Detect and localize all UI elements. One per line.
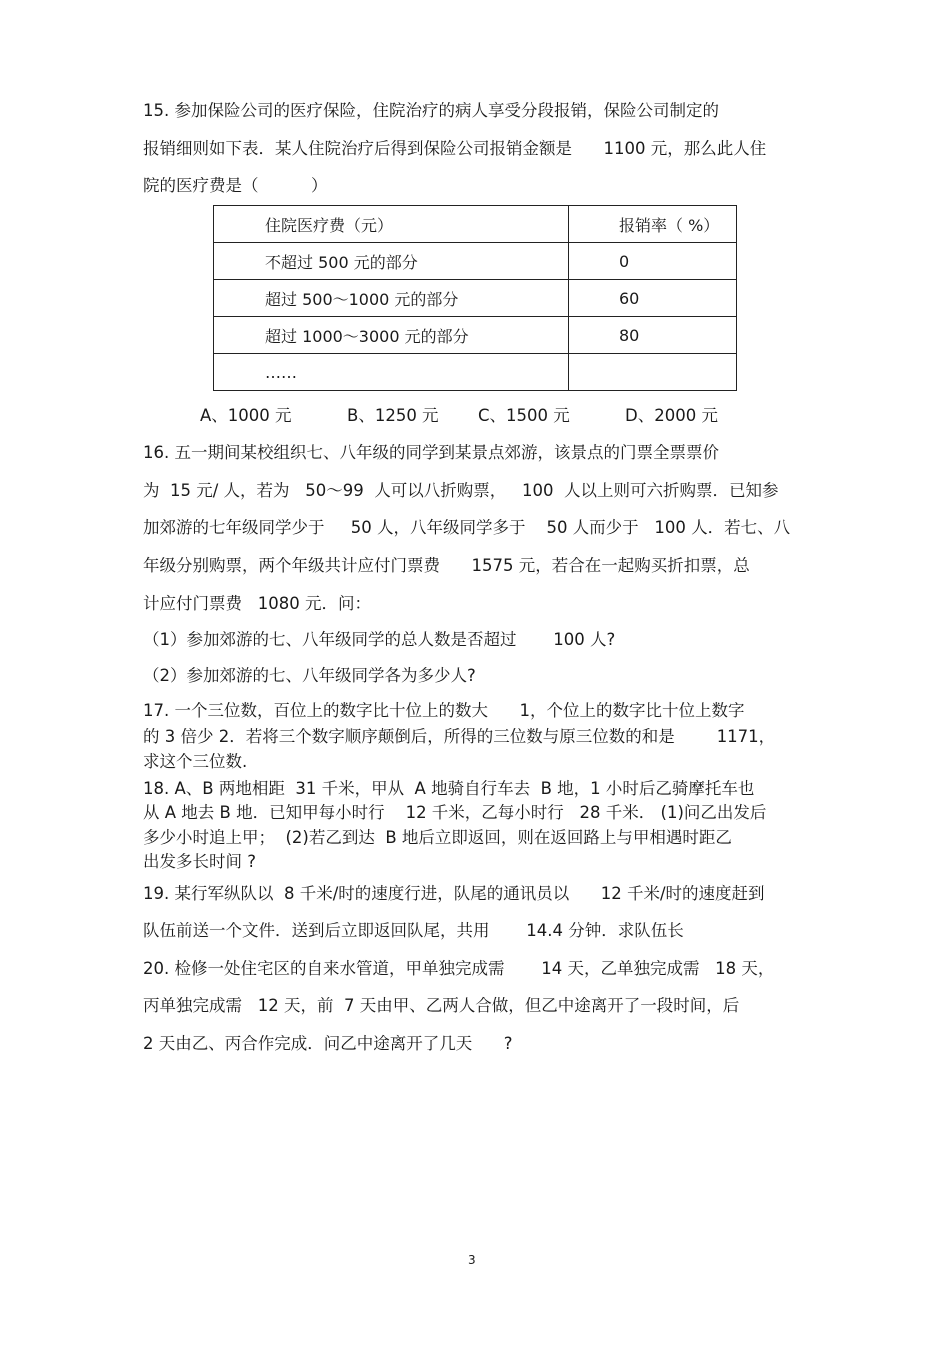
table-header-row — [214, 206, 737, 243]
q17-line-1: 17. 一个三位数，百位上的数字比十位上的数大 1，个位上的数字比十位上数字 — [143, 701, 745, 720]
q20-line-2: 丙单独完成需 12 天，前 7 天由甲、乙两人合做，但乙中途离开了一段时间，后 — [143, 996, 740, 1015]
table-cell: 超过 1000～3000 元的部分 — [214, 317, 569, 354]
q20-line-3: 2 天由乙、丙合作完成．问乙中途离开了几天 ? — [143, 1034, 513, 1053]
option-b: B、1250 元 — [347, 406, 439, 425]
q15-line-1: 15. 参加保险公司的医疗保险，住院治疗的病人享受分段报销，保险公司制定的 — [143, 101, 719, 120]
q15-line-3: 院的医疗费是（ ） — [143, 176, 328, 195]
table-cell: 不超过 500 元的部分 — [214, 243, 569, 280]
q16-line-4: 年级分别购票，两个年级共计应付门票费 1575 元，若合在一起购买折扣票，总 — [143, 556, 750, 575]
q17-line-3: 求这个三位数. — [143, 752, 248, 771]
q16-line-3: 加郊游的七年级同学少于 50 人，八年级同学多于 50 人而少于 100 人．若七、八 — [143, 518, 791, 537]
table-cell: 超过 500～1000 元的部分 — [214, 280, 569, 317]
table-row — [214, 354, 737, 391]
q16-subq-2: （2）参加郊游的七、八年级同学各为多少人? — [143, 666, 476, 685]
q17-line-2: 的 3 倍少 2．若将三个数字顺序颠倒后，所得的三位数与原三位数的和是 1171， — [143, 727, 776, 746]
page-number: 3 — [468, 1253, 476, 1267]
option-c: C、1500 元 — [478, 406, 570, 425]
q16-line-2: 为 15 元/ 人，若为 50～99 人可以八折购票， 100 人以上则可六折购票．已知参 — [143, 481, 779, 500]
q16-line-1: 16. 五一期间某校组织七、八年级的同学到某景点郊游，该景点的门票全票票价 — [143, 443, 719, 462]
reimbursement-table — [213, 205, 737, 391]
q16-line-5: 计应付门票费 1080 元．问： — [143, 594, 371, 613]
q18-line-4: 出发多长时间 ? — [143, 852, 257, 871]
option-d: D、2000 元 — [625, 406, 718, 425]
q15-line-2: 报销细则如下表．某人住院治疗后得到保险公司报销金额是 1100 元，那么此人住 — [143, 139, 767, 158]
table-cell: 60 — [569, 280, 737, 317]
q16-subq-1: （1）参加郊游的七、八年级同学的总人数是否超过 100 人? — [143, 630, 616, 649]
table-cell: 80 — [569, 317, 737, 354]
option-a: A、1000 元 — [200, 406, 292, 425]
q18-line-3: 多少小时追上甲； (2)若乙到达 B 地后立即返回，则在返回路上与甲相遇时距乙 — [143, 828, 732, 847]
table-cell: 0 — [569, 243, 737, 280]
q20-line-1: 20. 检修一处住宅区的自来水管道，甲单独完成需 14 天，乙单独完成需 18 天， — [143, 959, 775, 978]
table-row — [214, 243, 737, 280]
q18-line-2: 从 A 地去 B 地．已知甲每小时行 12 千米，乙每小时行 28 千米． (1)问乙出发后 — [143, 803, 767, 822]
q18-line-1: 18. A、B 两地相距 31 千米，甲从 A 地骑自行车去 B 地，1 小时后乙骑摩托车也 — [143, 779, 755, 798]
table-cell — [569, 354, 737, 391]
table-cell: …… — [214, 354, 569, 391]
q19-line-2: 队伍前送一个文件．送到后立即返回队尾，共用 14.4 分钟．求队伍长 — [143, 921, 684, 940]
table-header-cell: 住院医疗费（元） — [214, 206, 569, 243]
table-header-cell: 报销率（ %） — [569, 206, 737, 243]
table-row — [214, 317, 737, 354]
q19-line-1: 19. 某行军纵队以 8 千米/时的速度行进，队尾的通讯员以 12 千米/时的速度赶到 — [143, 884, 765, 903]
table-row — [214, 280, 737, 317]
